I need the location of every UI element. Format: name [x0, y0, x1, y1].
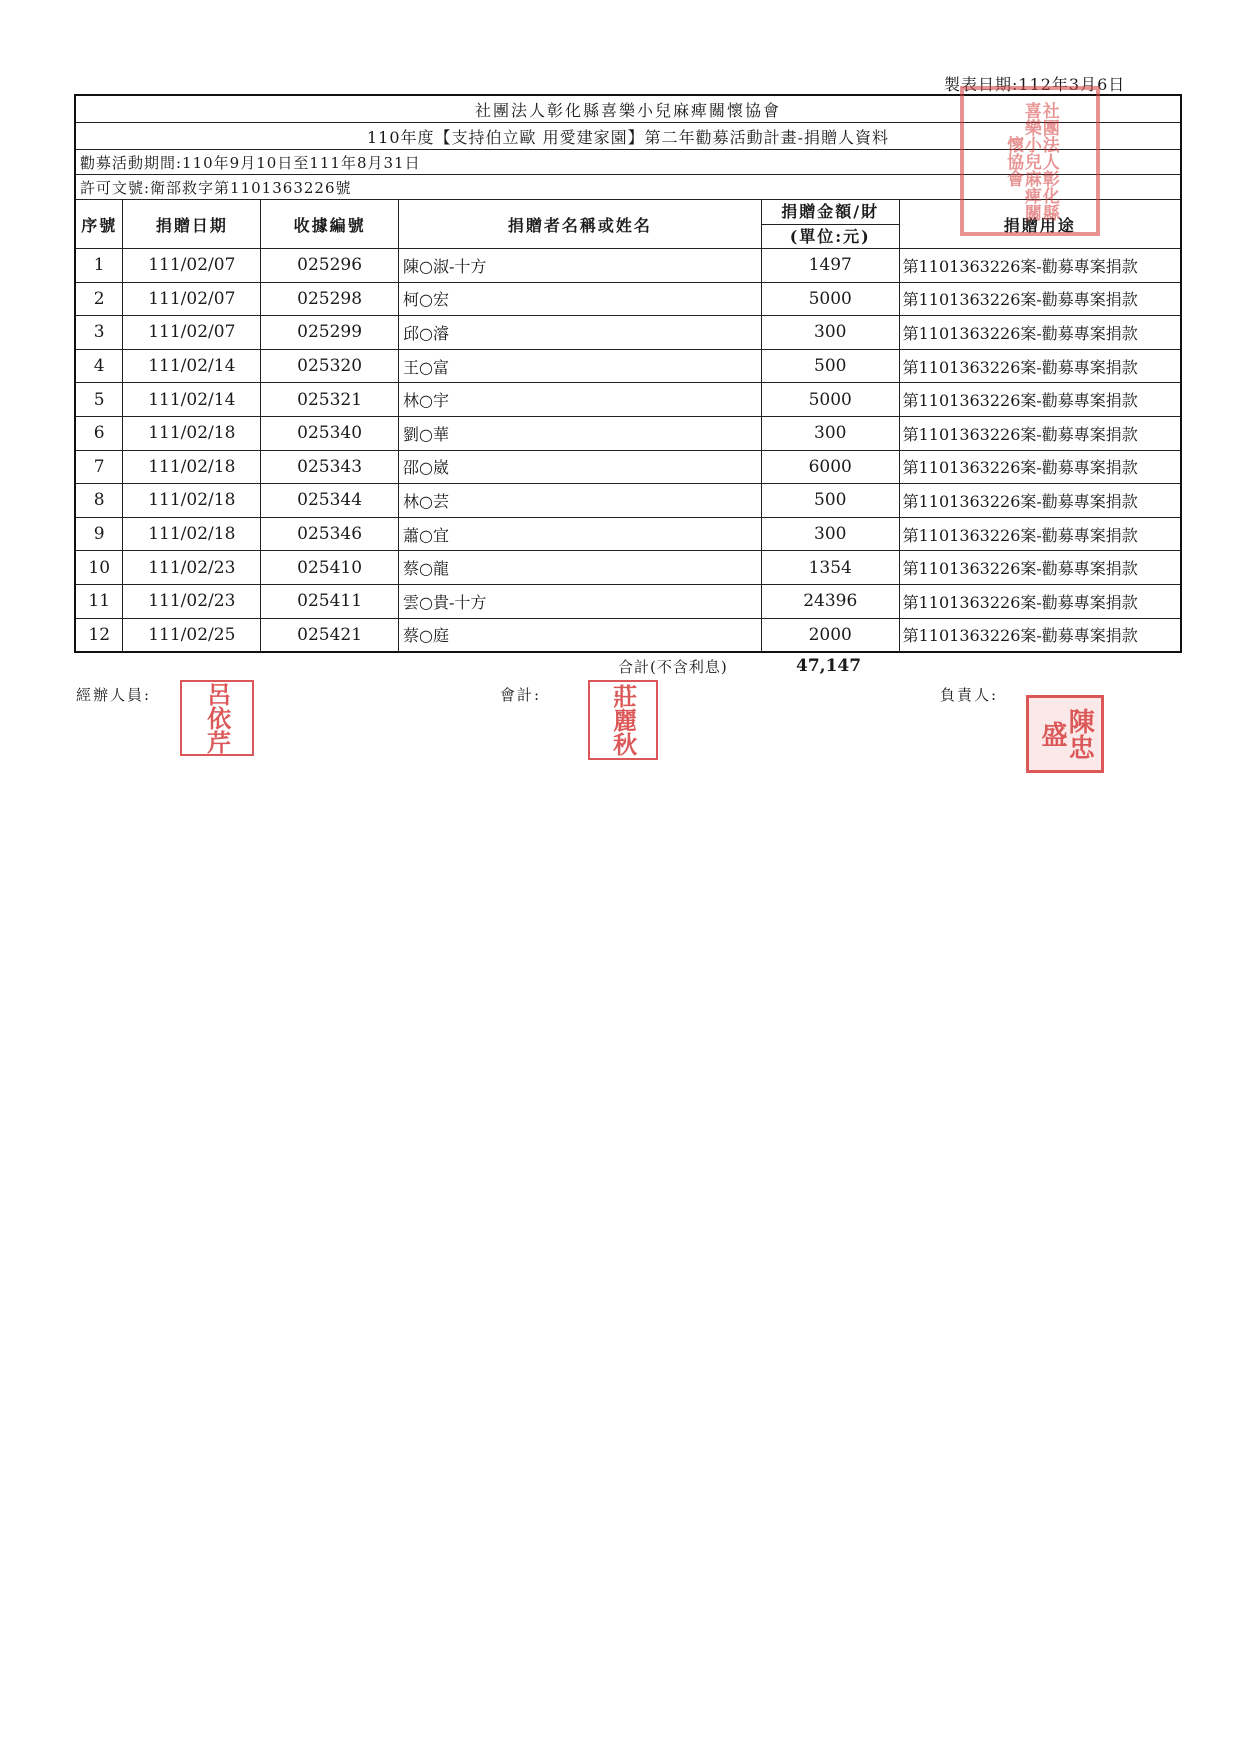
- accountant-label: 會計:: [500, 686, 542, 704]
- table-body: [75, 249, 1181, 653]
- handler-seal-text: 呂依芹: [202, 682, 232, 754]
- row-date: 111/02/23: [123, 584, 261, 618]
- row-donor-name: 林○芸: [398, 484, 761, 518]
- col-seq: 序號: [75, 200, 123, 249]
- row-amount: 300: [761, 416, 899, 450]
- row-receipt: 025340: [261, 416, 399, 450]
- row-amount: 5000: [761, 383, 899, 417]
- campaign-period: 勸募活動期間:110年9月10日至111年8月31日: [75, 150, 1181, 175]
- row-donor-name: 邵○崴: [398, 450, 761, 484]
- row-seq: 10: [75, 551, 123, 585]
- row-seq: 8: [75, 484, 123, 518]
- table-row: [75, 383, 1181, 417]
- table-row: [75, 584, 1181, 618]
- row-donor-name: 陳○淑-十方: [398, 249, 761, 283]
- row-amount: 300: [761, 316, 899, 350]
- col-name: 捐贈者名稱或姓名: [398, 200, 761, 249]
- table-row: [75, 249, 1181, 283]
- row-date: 111/02/14: [123, 383, 261, 417]
- row-date: 111/02/07: [123, 282, 261, 316]
- row-date: 111/02/14: [123, 349, 261, 383]
- col-amount-unit: (單位:元): [789, 227, 871, 246]
- row-receipt: 025344: [261, 484, 399, 518]
- org-title: 社團法人彰化縣喜樂小兒麻痺關懷協會: [75, 95, 1181, 123]
- row-seq: 4: [75, 349, 123, 383]
- row-date: 111/02/18: [123, 517, 261, 551]
- row-donor-name: 蔡○龍: [398, 551, 761, 585]
- total-label: 合計(不含利息): [618, 658, 728, 676]
- row-purpose: 第1101363226案-勸募專案捐款: [899, 316, 1181, 350]
- row-donor-name: 柯○宏: [398, 282, 761, 316]
- director-seal-stamp: [1026, 695, 1104, 773]
- row-date: 111/02/23: [123, 551, 261, 585]
- table-row: [75, 282, 1181, 316]
- org-seal-stamp: [960, 86, 1100, 236]
- row-purpose: 第1101363226案-勸募專案捐款: [899, 282, 1181, 316]
- row-date: 111/02/25: [123, 618, 261, 652]
- row-date: 111/02/18: [123, 484, 261, 518]
- row-amount: 6000: [761, 450, 899, 484]
- row-seq: 7: [75, 450, 123, 484]
- table-row: [75, 484, 1181, 518]
- accountant-seal-text: 莊麗秋: [608, 684, 638, 756]
- row-donor-name: 雲○貴-十方: [398, 584, 761, 618]
- plan-title: 110年度【支持伯立歐 用愛建家園】第二年勸募活動計畫-捐贈人資料: [75, 123, 1181, 150]
- row-receipt: 025320: [261, 349, 399, 383]
- row-donor-name: 王○富: [398, 349, 761, 383]
- col-amount-top: 捐贈金額/財: [762, 200, 899, 225]
- table-row: [75, 416, 1181, 450]
- row-receipt: 025411: [261, 584, 399, 618]
- row-seq: 11: [75, 584, 123, 618]
- row-receipt: 025343: [261, 450, 399, 484]
- row-donor-name: 邱○濬: [398, 316, 761, 350]
- row-date: 111/02/18: [123, 450, 261, 484]
- table-row: [75, 349, 1181, 383]
- handler-seal-stamp: [180, 680, 254, 756]
- col-amount: [761, 200, 899, 249]
- col-receipt: 收據編號: [261, 200, 399, 249]
- row-amount: 1354: [761, 551, 899, 585]
- row-amount: 500: [761, 484, 899, 518]
- row-date: 111/02/07: [123, 249, 261, 283]
- row-date: 111/02/18: [123, 416, 261, 450]
- director-label: 負責人:: [940, 686, 999, 704]
- row-donor-name: 蕭○宜: [398, 517, 761, 551]
- row-amount: 300: [761, 517, 899, 551]
- permit-number: 許可文號:衛部救字第1101363226號: [75, 175, 1181, 200]
- table-row: [75, 517, 1181, 551]
- row-receipt: 025296: [261, 249, 399, 283]
- col-purpose: 捐贈用途: [899, 200, 1181, 249]
- row-seq: 1: [75, 249, 123, 283]
- row-purpose: 第1101363226案-勸募專案捐款: [899, 551, 1181, 585]
- accountant-seal-stamp: [588, 680, 658, 760]
- row-amount: 500: [761, 349, 899, 383]
- total-value: 47,147: [796, 656, 862, 676]
- row-amount: 1497: [761, 249, 899, 283]
- table-row: [75, 450, 1181, 484]
- row-date: 111/02/07: [123, 316, 261, 350]
- handler-label: 經辦人員:: [76, 686, 152, 704]
- made-date: 製表日期:112年3月6日: [944, 75, 1126, 94]
- row-purpose: 第1101363226案-勸募專案捐款: [899, 584, 1181, 618]
- org-seal-text: 社團法人彰化縣喜樂小兒麻痺關懷協會: [1003, 101, 1059, 221]
- col-date: 捐贈日期: [123, 200, 261, 249]
- row-purpose: 第1101363226案-勸募專案捐款: [899, 416, 1181, 450]
- row-seq: 9: [75, 517, 123, 551]
- row-purpose: 第1101363226案-勸募專案捐款: [899, 383, 1181, 417]
- row-purpose: 第1101363226案-勸募專案捐款: [899, 517, 1181, 551]
- row-receipt: 025299: [261, 316, 399, 350]
- row-receipt: 025410: [261, 551, 399, 585]
- row-seq: 2: [75, 282, 123, 316]
- row-purpose: 第1101363226案-勸募專案捐款: [899, 618, 1181, 652]
- row-seq: 6: [75, 416, 123, 450]
- row-receipt: 025346: [261, 517, 399, 551]
- row-purpose: 第1101363226案-勸募專案捐款: [899, 484, 1181, 518]
- row-purpose: 第1101363226案-勸募專案捐款: [899, 450, 1181, 484]
- row-donor-name: 蔡○庭: [398, 618, 761, 652]
- table-row: [75, 551, 1181, 585]
- row-purpose: 第1101363226案-勸募專案捐款: [899, 349, 1181, 383]
- table-row: [75, 618, 1181, 652]
- row-amount: 24396: [761, 584, 899, 618]
- row-receipt: 025321: [261, 383, 399, 417]
- row-seq: 12: [75, 618, 123, 652]
- table-row: [75, 316, 1181, 350]
- row-receipt: 025421: [261, 618, 399, 652]
- row-donor-name: 劉○華: [398, 416, 761, 450]
- row-seq: 3: [75, 316, 123, 350]
- row-donor-name: 林○宇: [398, 383, 761, 417]
- row-purpose: 第1101363226案-勸募專案捐款: [899, 249, 1181, 283]
- row-seq: 5: [75, 383, 123, 417]
- row-receipt: 025298: [261, 282, 399, 316]
- director-seal-text: 陳忠盛: [1037, 708, 1095, 760]
- row-amount: 5000: [761, 282, 899, 316]
- row-amount: 2000: [761, 618, 899, 652]
